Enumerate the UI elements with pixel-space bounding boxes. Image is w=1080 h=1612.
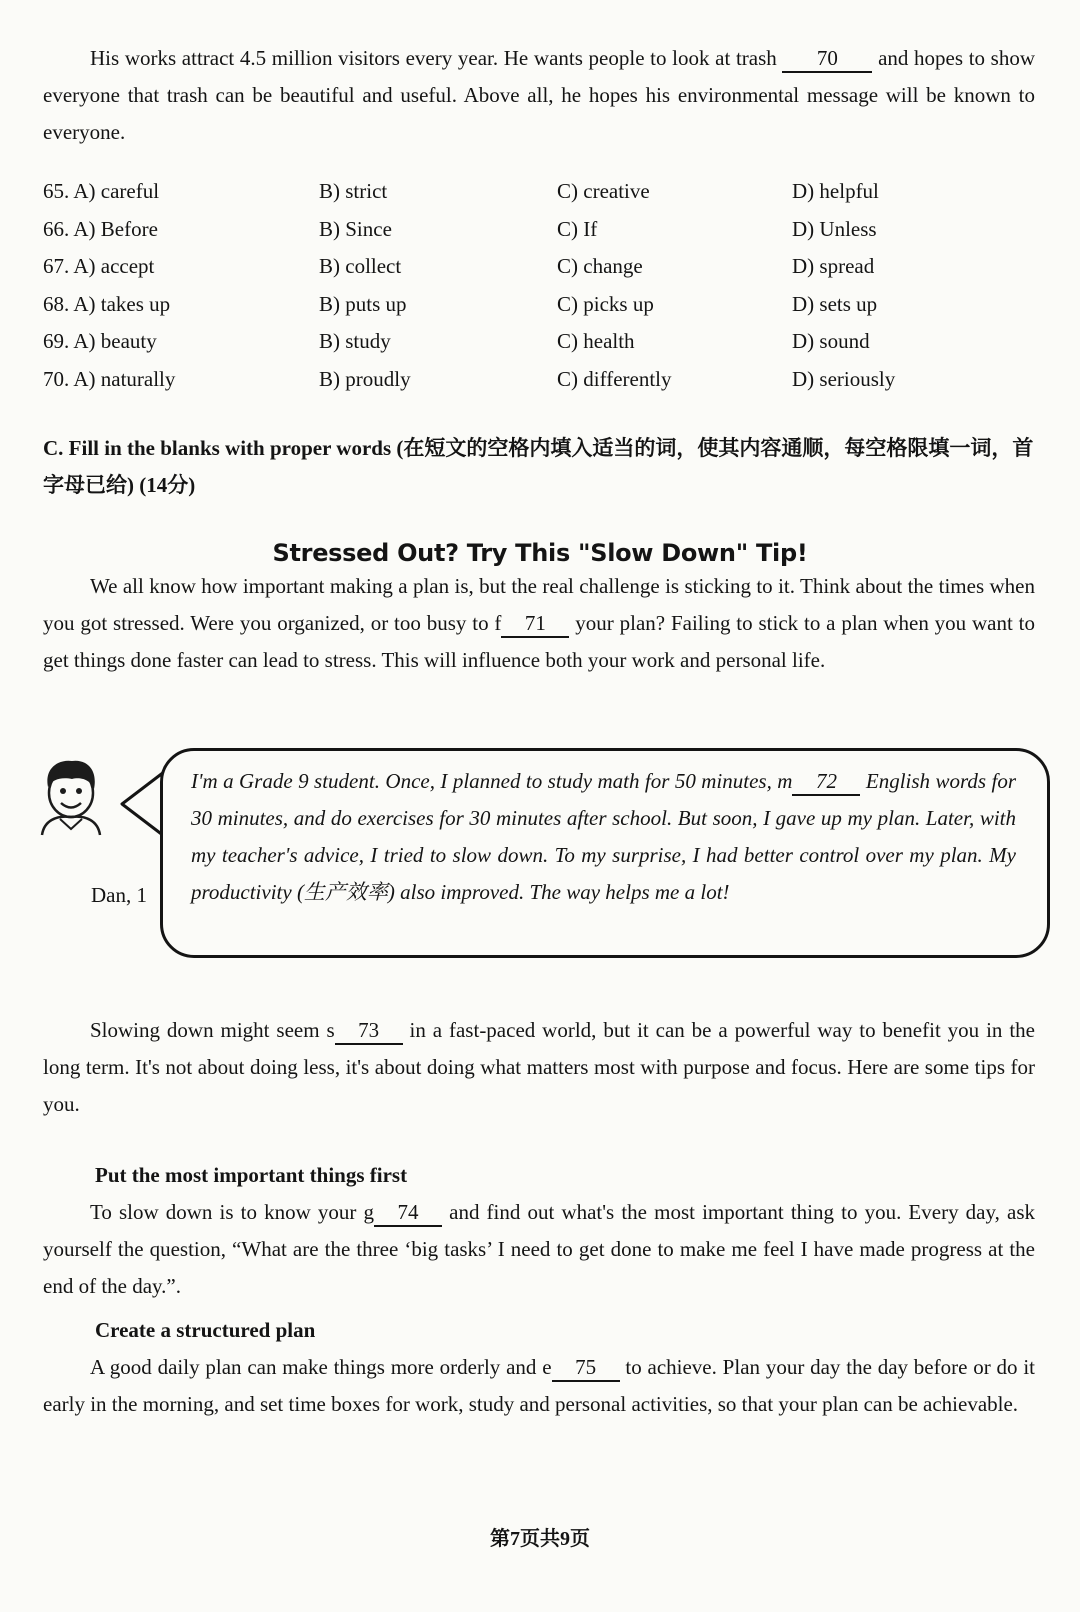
question-69 — [43, 329, 1035, 367]
paragraph-1: We all know how important making a plan is, but the real challenge is sticking to it. Think about the times when you got stressed. Were you organized, or too busy to f 71 your plan? Failing to stick to a plan when you want to get things done faster can lead to stress. This will influence both your work and personal life. — [43, 574, 1036, 672]
speaker-name: Dan, 1 — [91, 883, 147, 907]
blank-70: 70 — [782, 45, 872, 73]
option-d: D) Unless — [792, 216, 877, 241]
option-d: D) helpful — [792, 179, 879, 203]
option-a: 67. A) accept — [43, 254, 155, 278]
option-b: B) collect — [319, 254, 402, 278]
question-70 — [43, 367, 1035, 405]
option-c: C) picks up — [557, 291, 654, 316]
option-d: D) seriously — [792, 366, 896, 391]
option-b: B) strict — [319, 179, 388, 203]
student-cartoon-icon — [30, 755, 112, 837]
paragraph-4: A good daily plan can make things more orderly and e 75 to achieve. Plan your day the day before or do it early in the morning, and set time boxes for work, study and personal activities, so that your plan can be achievable. — [43, 1355, 1036, 1416]
option-b: B) Since — [319, 216, 392, 241]
option-a: 66. A) Before — [43, 216, 158, 241]
article-title: Stressed Out? Try This "Slow Down" Tip! — [272, 539, 808, 567]
option-d: D) sound — [792, 329, 870, 353]
blank-72: 72 — [792, 768, 860, 796]
paragraph-2: Slowing down might seem s 73 in a fast-paced world, but it can be a powerful way to benefit you in the long term. It's not about doing less, it's about doing what matters most with purpose and focus. Here are some tips for you. — [43, 1018, 1035, 1116]
paragraph-3: To slow down is to know your g 74 and find out what's the most important thing to you. Every day, ask yourself the question, “What are the three ‘big tasks’ I need to get done to make me feel I have made progress at the end of the day.”. — [43, 1200, 1035, 1298]
option-d: D) sets up — [792, 291, 878, 316]
option-a: 69. A) beauty — [43, 329, 157, 353]
multiple-choice-options — [43, 179, 1035, 404]
speech-bubble — [160, 748, 1050, 958]
option-c: C) creative — [557, 179, 650, 203]
question-65 — [43, 179, 1035, 217]
page-number: 第7页共9页 — [490, 1528, 590, 1550]
option-d: D) spread — [792, 254, 875, 278]
intro-paragraph: His works attract 4.5 million visitors every year. He wants people to look at trash 70 and hopes to show everyone that trash can be beautiful and useful. Above all, he hopes his environmental message will be known to everyone. — [43, 46, 1036, 144]
heading-important-things: Put the most important things first — [95, 1163, 408, 1187]
bubble-text: I'm a Grade 9 student. Once, I planned to study math for 50 minutes, m 72 English words for 30 minutes, and do exercises for 30 minutes after school. But soon, I gave up my plan. Later, with my teacher's advice, I tried to slow down. To my surprise, I had better control over my plan. My productivity (生产效率) also improved. The way helps me a lot! — [191, 769, 1016, 904]
blank-73: 73 — [335, 1017, 403, 1045]
option-a: 65. A) careful — [43, 179, 160, 203]
section-c-instructions: C. Fill in the blanks with proper words (在短文的空格内填入适当的词，使其内容通顺，每空格限填一词，首字母已给) (14分) — [43, 436, 1034, 497]
question-68 — [43, 292, 1035, 330]
option-c: C) change — [557, 254, 643, 278]
option-b: B) puts up — [319, 291, 407, 316]
option-c: C) health — [557, 329, 635, 353]
option-a: 68. A) takes up — [43, 291, 171, 316]
option-c: C) If — [557, 216, 598, 241]
option-b: B) proudly — [319, 366, 411, 391]
option-b: B) study — [319, 329, 391, 353]
option-a: 70. A) naturally — [43, 366, 176, 391]
option-c: C) differently — [557, 366, 672, 391]
blank-71: 71 — [501, 610, 569, 638]
question-66 — [43, 217, 1035, 255]
blank-74: 74 — [374, 1199, 442, 1227]
question-67 — [43, 254, 1035, 292]
blank-75: 75 — [552, 1354, 620, 1382]
heading-structured-plan: Create a structured plan — [95, 1318, 316, 1342]
